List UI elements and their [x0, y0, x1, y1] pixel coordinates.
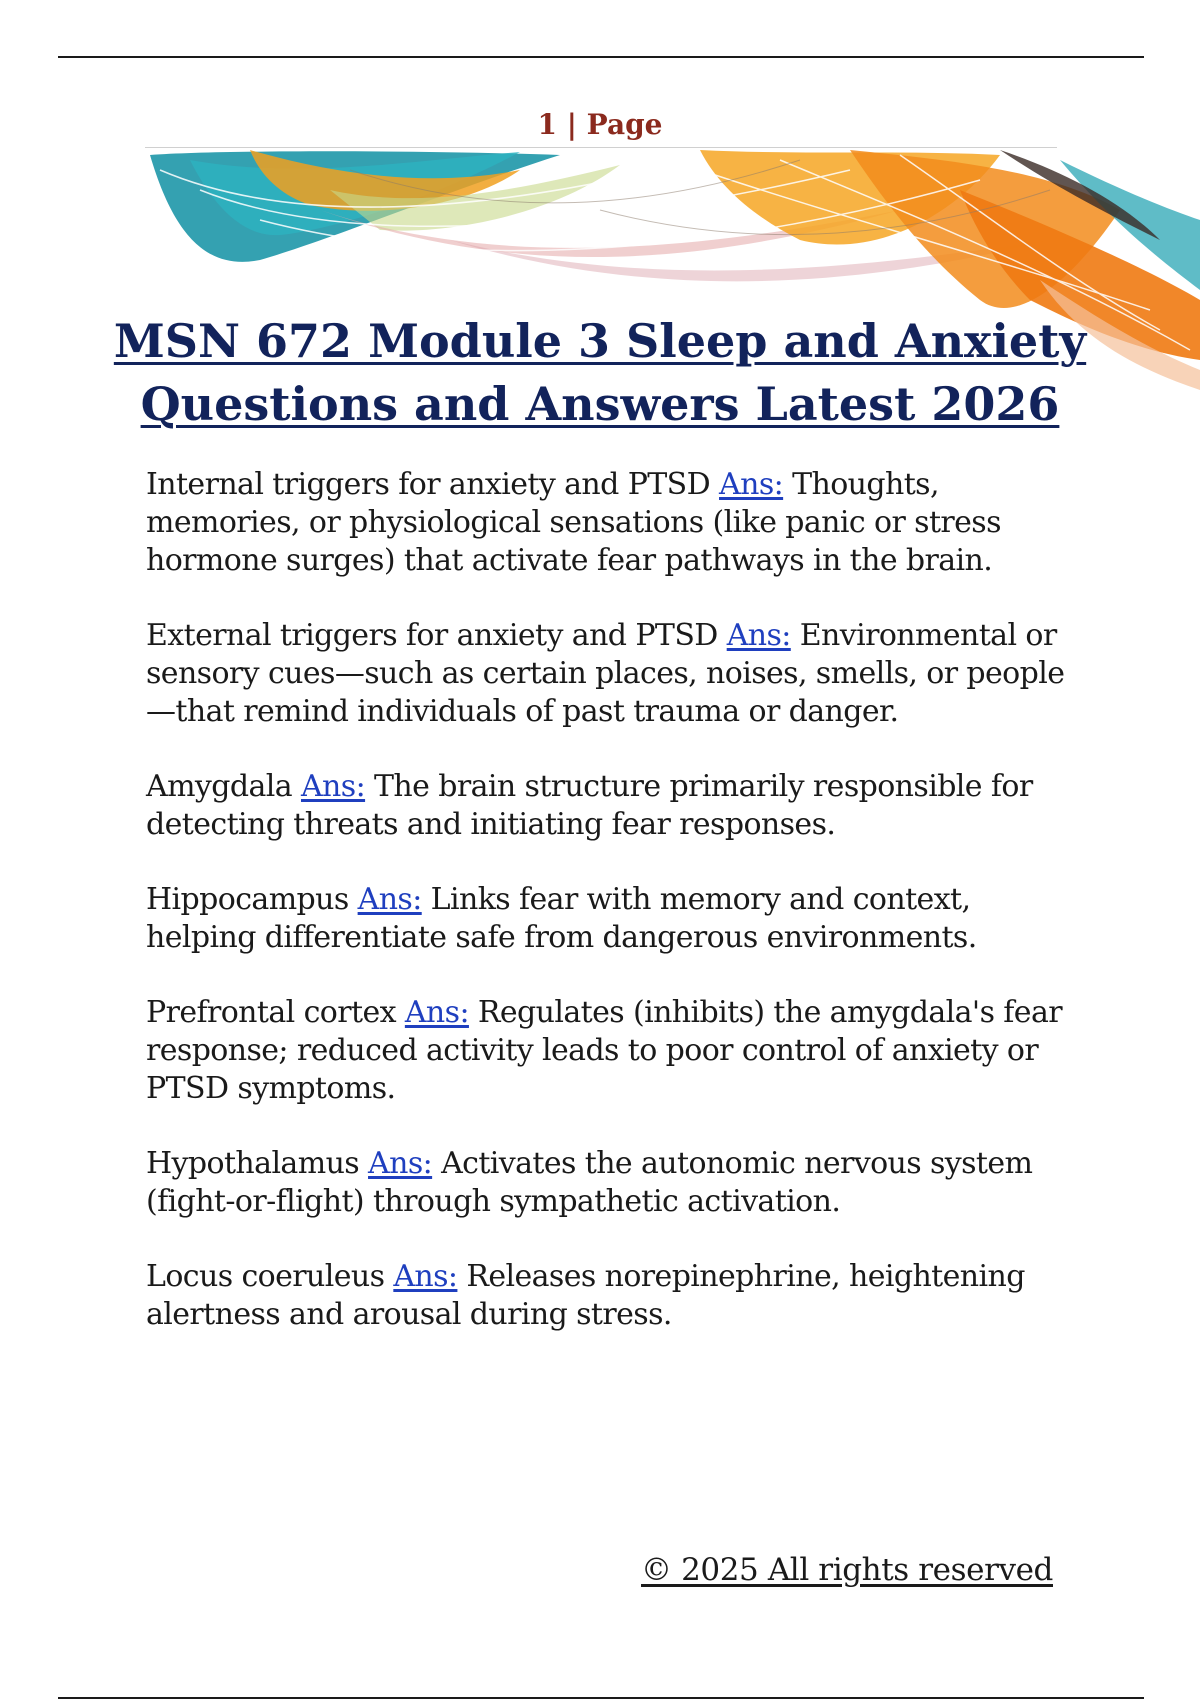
page-number: 1 | Page: [537, 108, 663, 141]
document-title: [100, 310, 1100, 436]
qa-term: Locus coeruleus: [146, 1259, 385, 1294]
qa-answer: Regulates (inhibits) the amygdala's fear response; reduced activity leads to poor control of anxiety or PTSD symptoms.: [146, 995, 1062, 1106]
header-rule: [145, 147, 1057, 148]
qa-item-hypothalamus: [146, 1145, 1066, 1221]
qa-list: [146, 466, 1066, 1371]
qa-item-prefrontal-cortex: [146, 994, 1066, 1108]
qa-item-locus-coeruleus: [146, 1258, 1066, 1334]
qa-item-external-triggers: [146, 617, 1066, 731]
ans-link[interactable]: Ans:: [726, 618, 791, 653]
qa-term: Hippocampus: [146, 882, 349, 917]
qa-item-internal-triggers: [146, 466, 1066, 580]
copyright-notice: © 2025 All rights reserved: [641, 1552, 1053, 1588]
top-rule: [58, 56, 1144, 58]
qa-term: Amygdala: [146, 769, 293, 804]
ans-link[interactable]: Ans:: [393, 1259, 458, 1294]
ans-link[interactable]: Ans:: [357, 882, 422, 917]
ans-link[interactable]: Ans:: [368, 1146, 433, 1181]
qa-answer: Activates the autonomic nervous system (fight-or-flight) through sympathetic activation.: [146, 1146, 1033, 1219]
title-line-1: MSN 672 Module 3 Sleep and Anxiety: [113, 314, 1087, 368]
ans-link[interactable]: Ans:: [719, 467, 784, 502]
qa-item-amygdala: [146, 768, 1066, 844]
qa-answer: Links fear with memory and context, helping differentiate safe from dangerous environments.: [146, 882, 977, 955]
qa-answer: Thoughts, memories, or physiological sensations (like panic or stress hormone surges) that activate fear pathways in the brain.: [146, 467, 1001, 578]
qa-term: Hypothalamus: [146, 1146, 360, 1181]
qa-answer: The brain structure primarily responsible for detecting threats and initiating fear responses.: [146, 769, 1033, 842]
ans-link[interactable]: Ans:: [300, 769, 366, 804]
qa-answer: Environmental or sensory cues—such as certain places, noises, smells, or people—that remind individuals of past trauma or danger.: [146, 618, 1065, 729]
bottom-rule: [58, 1697, 1144, 1699]
ans-link[interactable]: Ans:: [404, 995, 469, 1030]
title-line-2: Questions and Answers Latest 2026: [140, 377, 1060, 431]
qa-term: External triggers for anxiety and PTSD: [146, 618, 718, 653]
qa-item-hippocampus: [146, 881, 1066, 957]
qa-answer: Releases norepinephrine, heightening alertness and arousal during stress.: [146, 1259, 1025, 1332]
qa-term: Prefrontal cortex: [146, 995, 396, 1030]
qa-term: Internal triggers for anxiety and PTSD: [146, 467, 711, 502]
